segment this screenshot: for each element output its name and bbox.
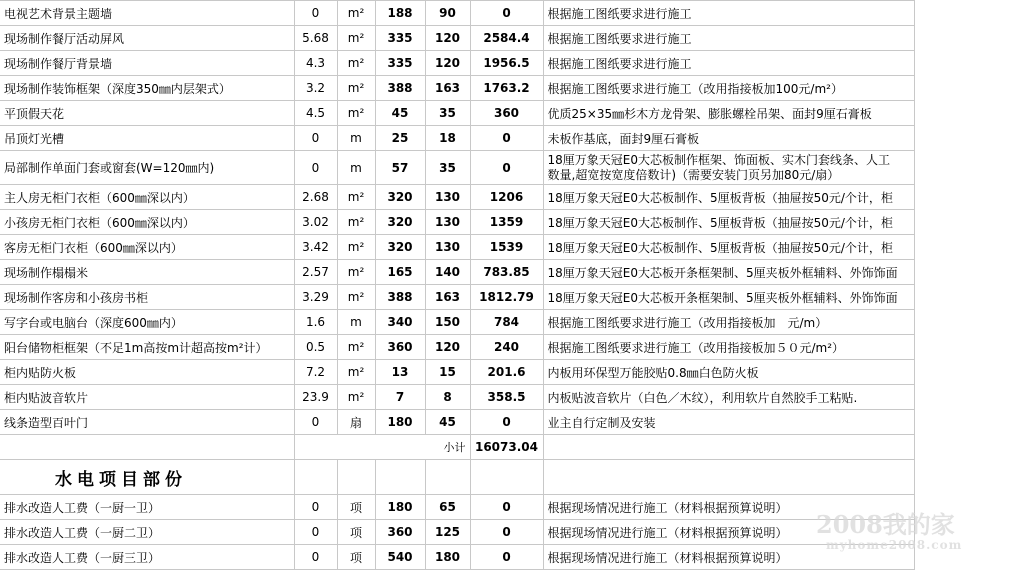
item-qty[interactable]: 5.68: [294, 26, 337, 51]
item-unit[interactable]: m²: [337, 26, 375, 51]
item-unit[interactable]: 项: [337, 520, 375, 545]
item-name[interactable]: 现场制作餐厅活动屏风: [0, 26, 294, 51]
item-labor[interactable]: 35: [425, 101, 470, 126]
item-qty[interactable]: 0: [294, 126, 337, 151]
item-name[interactable]: 现场制作榻榻米: [0, 260, 294, 285]
table-row[interactable]: [0, 520, 914, 545]
item-price[interactable]: 388: [375, 285, 425, 310]
item-total[interactable]: 358.5: [470, 385, 543, 410]
item-total[interactable]: 1812.79: [470, 285, 543, 310]
item-unit[interactable]: m²: [337, 360, 375, 385]
item-unit[interactable]: 项: [337, 495, 375, 520]
table-row[interactable]: [0, 360, 914, 385]
item-note-line: 18厘万象天冠E0大芯板制作框架、饰面板、实木门套线条、人工: [547, 152, 890, 167]
item-qty[interactable]: 0: [294, 495, 337, 520]
table-row[interactable]: [0, 51, 914, 76]
item-unit[interactable]: m²: [337, 335, 375, 360]
item-note[interactable]: 18厘万象天冠E0大芯板制作、5厘板背板（抽屉按50元/个计，柜: [543, 235, 914, 260]
item-qty[interactable]: 0: [294, 410, 337, 435]
subtotal-value[interactable]: 16073.04: [470, 435, 543, 460]
item-qty[interactable]: 3.02: [294, 210, 337, 235]
item-qty[interactable]: 0: [294, 520, 337, 545]
table-row[interactable]: [0, 410, 914, 435]
item-name[interactable]: 现场制作装饰框架（深度350㎜内层架式）: [0, 76, 294, 101]
item-total[interactable]: 783.85: [470, 260, 543, 285]
item-labor[interactable]: 130: [425, 235, 470, 260]
table-row[interactable]: [0, 285, 914, 310]
item-name[interactable]: 排水改造人工费（一厨一卫）: [0, 495, 294, 520]
item-note[interactable]: 根据施工图纸要求进行施工（改用指接板加５０元/m²）: [543, 335, 914, 360]
item-total[interactable]: 240: [470, 335, 543, 360]
item-qty[interactable]: 3.42: [294, 235, 337, 260]
item-labor[interactable]: 163: [425, 285, 470, 310]
item-name[interactable]: 现场制作客房和小孩房书柜: [0, 285, 294, 310]
item-unit[interactable]: m²: [337, 385, 375, 410]
item-labor[interactable]: 150: [425, 310, 470, 335]
item-total[interactable]: 0: [470, 495, 543, 520]
item-price[interactable]: 320: [375, 210, 425, 235]
item-labor[interactable]: 120: [425, 335, 470, 360]
item-unit[interactable]: m²: [337, 210, 375, 235]
item-qty[interactable]: 0: [294, 151, 337, 185]
item-labor[interactable]: 18: [425, 126, 470, 151]
item-labor[interactable]: 90: [425, 1, 470, 26]
item-qty[interactable]: 2.68: [294, 185, 337, 210]
item-price[interactable]: 335: [375, 51, 425, 76]
table-row[interactable]: [0, 151, 914, 185]
watermark-main: 2008我的家: [816, 510, 955, 539]
item-price[interactable]: 188: [375, 1, 425, 26]
item-price[interactable]: 320: [375, 185, 425, 210]
item-total[interactable]: 1763.2: [470, 76, 543, 101]
item-note-line: 数量,超宽按宽度倍数计)（需要安装门页另加80元/扇）: [547, 167, 840, 182]
item-qty[interactable]: 4.5: [294, 101, 337, 126]
item-labor[interactable]: 65: [425, 495, 470, 520]
empty-cell[interactable]: [425, 460, 470, 495]
item-total[interactable]: 1956.5: [470, 51, 543, 76]
table-row[interactable]: [0, 76, 914, 101]
table-row[interactable]: [0, 545, 914, 570]
table-row[interactable]: [0, 495, 914, 520]
table-row[interactable]: [0, 126, 914, 151]
item-price[interactable]: 45: [375, 101, 425, 126]
item-labor[interactable]: 45: [425, 410, 470, 435]
empty-cell[interactable]: [337, 460, 375, 495]
item-name[interactable]: 阳台储物柜框架（不足1m高按m计超高按m²计）: [0, 335, 294, 360]
section-header-row[interactable]: [0, 460, 914, 495]
empty-cell[interactable]: [375, 460, 425, 495]
item-note[interactable]: 内板贴波音软片（白色／木纹），利用软片自然胶手工粘贴.: [543, 385, 914, 410]
item-unit[interactable]: m: [337, 310, 375, 335]
item-name[interactable]: 排水改造人工费（一厨三卫）: [0, 545, 294, 570]
item-unit[interactable]: m²: [337, 235, 375, 260]
item-total[interactable]: 1359: [470, 210, 543, 235]
item-unit[interactable]: m²: [337, 101, 375, 126]
item-name[interactable]: 局部制作单面门套或窗套(W=120㎜内): [0, 151, 294, 185]
table-row[interactable]: [0, 101, 914, 126]
table-row[interactable]: [0, 310, 914, 335]
section-title[interactable]: 水电项目部份: [0, 460, 294, 495]
item-qty[interactable]: 23.9: [294, 385, 337, 410]
table-row[interactable]: [0, 335, 914, 360]
item-price[interactable]: 13: [375, 360, 425, 385]
item-name[interactable]: 电视艺术背景主题墙: [0, 1, 294, 26]
item-qty[interactable]: 3.2: [294, 76, 337, 101]
item-name[interactable]: 小孩房无柜门衣柜（600㎜深以内）: [0, 210, 294, 235]
empty-cell[interactable]: [543, 460, 914, 495]
item-price[interactable]: 165: [375, 260, 425, 285]
empty-cell[interactable]: [294, 460, 337, 495]
table-row[interactable]: [0, 210, 914, 235]
item-note[interactable]: 根据现场情况进行施工（材料根据预算说明）: [543, 520, 914, 545]
item-unit[interactable]: m²: [337, 185, 375, 210]
item-qty[interactable]: 4.3: [294, 51, 337, 76]
item-note[interactable]: 优质25×35㎜杉木方龙骨架、膨胀螺栓吊架、面封9厘石膏板: [543, 101, 914, 126]
item-unit[interactable]: m²: [337, 76, 375, 101]
watermark-url: myhome2008.com: [826, 538, 963, 552]
item-total[interactable]: 360: [470, 101, 543, 126]
item-price[interactable]: 320: [375, 235, 425, 260]
item-note[interactable]: 根据现场情况进行施工（材料根据预算说明）: [543, 495, 914, 520]
item-unit[interactable]: 项: [337, 545, 375, 570]
item-note[interactable]: 18厘万象天冠E0大芯板开条框架制、5厘夹板外框辅料、外饰饰面: [543, 285, 914, 310]
table-row[interactable]: [0, 260, 914, 285]
item-labor[interactable]: 180: [425, 545, 470, 570]
item-name[interactable]: 客房无柜门衣柜（600㎜深以内）: [0, 235, 294, 260]
item-price[interactable]: 388: [375, 76, 425, 101]
item-labor[interactable]: 15: [425, 360, 470, 385]
empty-cell[interactable]: [470, 460, 543, 495]
item-note[interactable]: 业主自行定制及安装: [543, 410, 914, 435]
item-name[interactable]: 主人房无柜门衣柜（600㎜深以内）: [0, 185, 294, 210]
item-name[interactable]: 线条造型百叶门: [0, 410, 294, 435]
site-watermark: [816, 512, 962, 552]
subtotal-label[interactable]: 小计: [294, 435, 470, 460]
item-labor[interactable]: 8: [425, 385, 470, 410]
empty-cell[interactable]: [0, 435, 294, 460]
item-price[interactable]: 7: [375, 385, 425, 410]
item-note[interactable]: 根据施工图纸要求进行施工: [543, 51, 914, 76]
item-total[interactable]: 0: [470, 520, 543, 545]
item-price[interactable]: 540: [375, 545, 425, 570]
item-labor[interactable]: 120: [425, 26, 470, 51]
item-price[interactable]: 360: [375, 520, 425, 545]
item-unit[interactable]: m: [337, 126, 375, 151]
subtotal-row[interactable]: [0, 435, 914, 460]
item-qty[interactable]: 2.57: [294, 260, 337, 285]
item-qty[interactable]: 0.5: [294, 335, 337, 360]
table-row[interactable]: [0, 26, 914, 51]
item-note[interactable]: 18厘万象天冠E0大芯板开条框架制、5厘夹板外框辅料、外饰饰面: [543, 260, 914, 285]
item-total[interactable]: 0: [470, 126, 543, 151]
item-labor[interactable]: 125: [425, 520, 470, 545]
item-qty[interactable]: 0: [294, 1, 337, 26]
item-unit[interactable]: m²: [337, 51, 375, 76]
item-note[interactable]: 根据施工图纸要求进行施工（改用指接板加100元/m²）: [543, 76, 914, 101]
item-note[interactable]: 根据现场情况进行施工（材料根据预算说明）: [543, 545, 914, 570]
item-name[interactable]: 现场制作餐厅背景墙: [0, 51, 294, 76]
item-total[interactable]: 0: [470, 410, 543, 435]
item-price[interactable]: 180: [375, 495, 425, 520]
table-row[interactable]: [0, 385, 914, 410]
item-price[interactable]: 335: [375, 26, 425, 51]
item-unit[interactable]: 扇: [337, 410, 375, 435]
item-unit[interactable]: m: [337, 151, 375, 185]
table-row[interactable]: [0, 1, 914, 26]
item-total[interactable]: 2584.4: [470, 26, 543, 51]
item-unit[interactable]: m²: [337, 260, 375, 285]
item-note[interactable]: [543, 151, 914, 185]
item-qty[interactable]: 7.2: [294, 360, 337, 385]
item-labor[interactable]: 163: [425, 76, 470, 101]
table-row[interactable]: [0, 185, 914, 210]
item-name[interactable]: 柜内贴波音软片: [0, 385, 294, 410]
empty-cell[interactable]: [543, 435, 914, 460]
item-name[interactable]: 吊顶灯光槽: [0, 126, 294, 151]
item-price[interactable]: 360: [375, 335, 425, 360]
item-labor[interactable]: 130: [425, 210, 470, 235]
item-price[interactable]: 25: [375, 126, 425, 151]
item-qty[interactable]: 0: [294, 545, 337, 570]
item-qty[interactable]: 1.6: [294, 310, 337, 335]
item-total[interactable]: 1539: [470, 235, 543, 260]
item-unit[interactable]: m²: [337, 1, 375, 26]
item-note[interactable]: 根据施工图纸要求进行施工: [543, 26, 914, 51]
item-labor[interactable]: 130: [425, 185, 470, 210]
item-unit[interactable]: m²: [337, 285, 375, 310]
item-name[interactable]: 排水改造人工费（一厨二卫）: [0, 520, 294, 545]
item-labor[interactable]: 35: [425, 151, 470, 185]
item-price[interactable]: 180: [375, 410, 425, 435]
item-labor[interactable]: 140: [425, 260, 470, 285]
item-total[interactable]: 0: [470, 151, 543, 185]
item-labor[interactable]: 120: [425, 51, 470, 76]
item-note[interactable]: 18厘万象天冠E0大芯板制作、5厘板背板（抽屉按50元/个计，柜: [543, 185, 914, 210]
item-total[interactable]: 784: [470, 310, 543, 335]
item-note[interactable]: 未板作基底，面封9厘石膏板: [543, 126, 914, 151]
item-name[interactable]: 写字台或电脑台（深度600㎜内）: [0, 310, 294, 335]
item-name[interactable]: 平顶假天花: [0, 101, 294, 126]
item-price[interactable]: 340: [375, 310, 425, 335]
item-total[interactable]: 0: [470, 1, 543, 26]
table-row[interactable]: [0, 235, 914, 260]
item-note[interactable]: 内板用环保型万能胶贴0.8㎜白色防火板: [543, 360, 914, 385]
item-total[interactable]: 0: [470, 545, 543, 570]
item-price[interactable]: 57: [375, 151, 425, 185]
item-note[interactable]: 18厘万象天冠E0大芯板制作、5厘板背板（抽屉按50元/个计，柜: [543, 210, 914, 235]
item-qty[interactable]: 3.29: [294, 285, 337, 310]
item-name[interactable]: 柜内贴防火板: [0, 360, 294, 385]
item-note[interactable]: 根据施工图纸要求进行施工（改用指接板加 元/m）: [543, 310, 914, 335]
item-note[interactable]: 根据施工图纸要求进行施工: [543, 1, 914, 26]
item-total[interactable]: 1206: [470, 185, 543, 210]
item-total[interactable]: 201.6: [470, 360, 543, 385]
